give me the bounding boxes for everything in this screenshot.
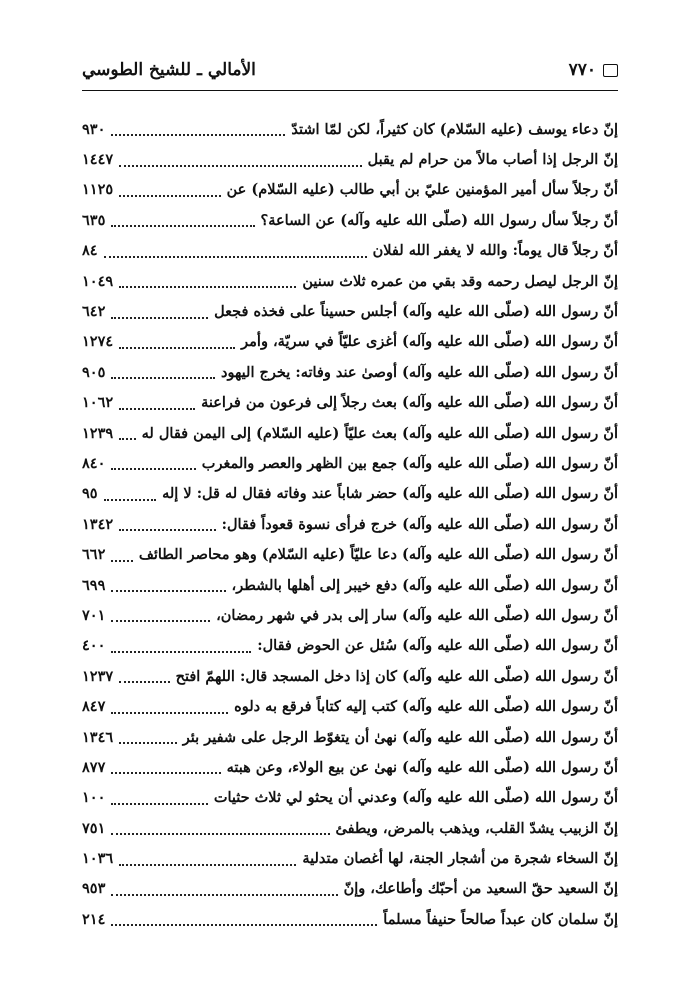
index-entry	[82, 904, 618, 934]
entry-page-number: ٤٠٠	[82, 637, 106, 655]
dot-leader	[104, 487, 157, 501]
dot-leader	[119, 669, 169, 683]
dot-leader	[111, 639, 251, 653]
dot-leader	[104, 244, 367, 258]
entry-page-number: ٩٥٣	[82, 880, 106, 898]
entry-text: أنّ رجلاً قال يوماً: والله لا يغفر الله لفلان	[372, 242, 618, 260]
index-entry	[82, 357, 618, 387]
index-entry	[82, 783, 618, 813]
entry-text: أنّ رسول الله (صلّى الله عليه وآله) بعث عليّاً (عليه السّلام) إلى اليمن فقال له	[141, 424, 618, 442]
entry-page-number: ٧٥١	[82, 819, 106, 837]
index-entry	[82, 175, 618, 205]
page-number: ٧٧٠	[568, 60, 596, 80]
entry-text: أنّ رسول الله (صلّى الله عليه وآله) جمع بين الظهر والعصر والمغرب	[201, 454, 618, 472]
dot-leader	[111, 578, 225, 592]
entry-page-number: ٨٤٧	[82, 698, 106, 716]
entry-page-number: ٩٥	[82, 485, 98, 503]
entry-page-number: ١٢٧٤	[82, 333, 114, 351]
entry-page-number: ١٠٤٩	[82, 272, 114, 290]
entry-page-number: ٧٠١	[82, 606, 106, 624]
index-entry	[82, 266, 618, 296]
entry-page-number: ١٢٣٩	[82, 424, 114, 442]
index-entry	[82, 661, 618, 691]
entry-text: إنّ الرجل ليصل رحمه وقد بقي من عمره ثلاث سنين	[302, 272, 618, 290]
index-entry	[82, 843, 618, 873]
entry-text: أنّ رسول الله (صلّى الله عليه وآله) حضر شاباً عند وفاته فقال له قل: لا إله	[162, 485, 618, 503]
dot-leader	[111, 700, 228, 714]
entry-page-number: ١٤٤٧	[82, 151, 114, 169]
index-entry	[82, 509, 618, 539]
index-entry	[82, 539, 618, 569]
page-number-block	[569, 60, 618, 80]
entry-page-number: ١٠٣٦	[82, 850, 114, 868]
index-entry	[82, 448, 618, 478]
entry-text: أنّ رسول الله (صلّى الله عليه وآله) كان إذا دخل المسجد قال: اللهمّ افتح	[175, 667, 618, 685]
dot-leader	[111, 608, 210, 622]
entry-page-number: ٨٤	[82, 242, 98, 260]
dot-leader	[119, 274, 296, 288]
entry-page-number: ١٠٦٢	[82, 394, 114, 412]
entry-page-number: ٩٠٥	[82, 363, 106, 381]
dot-leader	[111, 548, 132, 562]
entry-page-number: ٦٤٢	[82, 303, 106, 321]
entry-text: أنّ رسول الله (صلّى الله عليه وآله) نهىٰ عن بيع الولاء، وعن هبته	[226, 758, 618, 776]
book-title: الأمالي ـ للشيخ الطوسي	[82, 60, 256, 80]
dot-leader	[111, 213, 254, 227]
index-entry	[82, 691, 618, 721]
index-entry	[82, 813, 618, 843]
entry-page-number: ١٢٣٧	[82, 667, 114, 685]
index-entry	[82, 236, 618, 266]
entry-text: أنّ رسول الله (صلّى الله عليه وآله) سار إلى بدر في شهر رمضان،	[216, 606, 618, 624]
dot-leader	[111, 791, 207, 805]
index-entry	[82, 722, 618, 752]
entry-page-number: ١٣٤٢	[82, 515, 114, 533]
entry-page-number: ٦٦٢	[82, 546, 106, 564]
entry-text: أنّ رسول الله (صلّى الله عليه وآله) سُئل عن الحوض فقال:	[257, 637, 618, 655]
entry-page-number: ٦٣٥	[82, 211, 106, 229]
entry-page-number: ١٣٤٦	[82, 728, 114, 746]
dot-leader	[111, 456, 195, 470]
index-entry	[82, 205, 618, 235]
entry-text: أنّ رسول الله (صلّى الله عليه وآله) أغزى عليّاً في سريّة، وأمر	[241, 333, 618, 351]
square-icon	[603, 64, 618, 77]
entry-page-number: ٦٩٩	[82, 576, 106, 594]
dot-leader	[119, 517, 216, 531]
entry-text: أنّ رجلاً سأل أمير المؤمنين عليّ بن أبي طالب (عليه السّلام) عن	[226, 181, 618, 199]
entry-text: أنّ رسول الله (صلّى الله عليه وآله) كتب إليه كتاباً فرقع به دلوه	[234, 698, 618, 716]
dot-leader	[111, 912, 377, 926]
page-header	[82, 50, 618, 91]
dot-leader	[119, 730, 177, 744]
dot-leader	[111, 365, 215, 379]
index-entry	[82, 296, 618, 326]
dot-leader	[119, 153, 361, 167]
index-entry	[82, 114, 618, 144]
entry-text: إنّ السعيد حقّ السعيد من أحبّك وأطاعك، وإنّ	[343, 880, 618, 898]
dot-leader	[119, 183, 220, 197]
dot-leader	[111, 122, 285, 136]
entry-text: إنّ الزبيب يشدّ القلب، ويذهب بالمرض، ويطفئ	[335, 819, 618, 837]
index-entry	[82, 144, 618, 174]
entry-text: أنّ رسول الله (صلّى الله عليه وآله) أوصىٰ عند وفاته: يخرج اليهود	[221, 363, 618, 381]
entry-text: إنّ دعاء يوسف (عليه السّلام) كان كثيراً، لكن لمّا اشتدّ	[291, 120, 618, 138]
entry-page-number: ٩٣٠	[82, 120, 106, 138]
index-entry	[82, 570, 618, 600]
dot-leader	[111, 882, 337, 896]
index-list	[82, 114, 618, 935]
entry-page-number: ٨٧٧	[82, 758, 106, 776]
index-entry	[82, 479, 618, 509]
index-entry	[82, 874, 618, 904]
entry-text: أنّ رسول الله (صلّى الله عليه وآله) دفع خيبر إلى أهلها بالشطر،	[231, 576, 618, 594]
dot-leader	[119, 426, 135, 440]
dot-leader	[119, 335, 235, 349]
entry-page-number: ١١٢٥	[82, 181, 114, 199]
dot-leader	[119, 396, 195, 410]
entry-text: إنّ الرجل إذا أصاب مالاً من حرام لم يقبل	[367, 151, 618, 169]
entry-text: أنّ رسول الله (صلّى الله عليه وآله) أجلس حسيناً على فخذه فجعل	[214, 303, 618, 321]
entry-page-number: ١٠٠	[82, 789, 106, 807]
entry-text: أنّ رسول الله (صلّى الله عليه وآله) نهىٰ أن يتغوّط الرجل على شفير بئر	[182, 728, 618, 746]
entry-text: أنّ رسول الله (صلّى الله عليه وآله) خرج فرأى نسوة قعوداً فقال:	[221, 515, 618, 533]
dot-leader	[119, 852, 296, 866]
index-entry	[82, 327, 618, 357]
entry-text: إنّ السخاء شجرة من أشجار الجنة، لها أغصان متدلية	[302, 850, 618, 868]
dot-leader	[111, 760, 220, 774]
entry-text: أنّ رسول الله (صلّى الله عليه وآله) بعث رجلاً إلى فرعون من فراعنة	[201, 394, 618, 412]
dot-leader	[111, 305, 208, 319]
dot-leader	[111, 821, 329, 835]
entry-page-number: ٢١٤	[82, 910, 106, 928]
index-entry	[82, 600, 618, 630]
entry-page-number: ٨٤٠	[82, 454, 106, 472]
entry-text: أنّ رسول الله (صلّى الله عليه وآله) دعا عليّاً (عليه السّلام) وهو محاصر الطائف	[138, 546, 618, 564]
index-entry	[82, 752, 618, 782]
entry-text: إنّ سلمان كان عبداً صالحاً حنيفاً مسلماً	[383, 910, 618, 928]
entry-text: أنّ رجلاً سأل رسول الله (صلّى الله عليه وآله) عن الساعة؟	[260, 211, 618, 229]
index-entry	[82, 418, 618, 448]
index-entry	[82, 388, 618, 418]
entry-text: أنّ رسول الله (صلّى الله عليه وآله) وعدني أن يحثو لي ثلاث حثيات	[213, 789, 618, 807]
index-entry	[82, 631, 618, 661]
